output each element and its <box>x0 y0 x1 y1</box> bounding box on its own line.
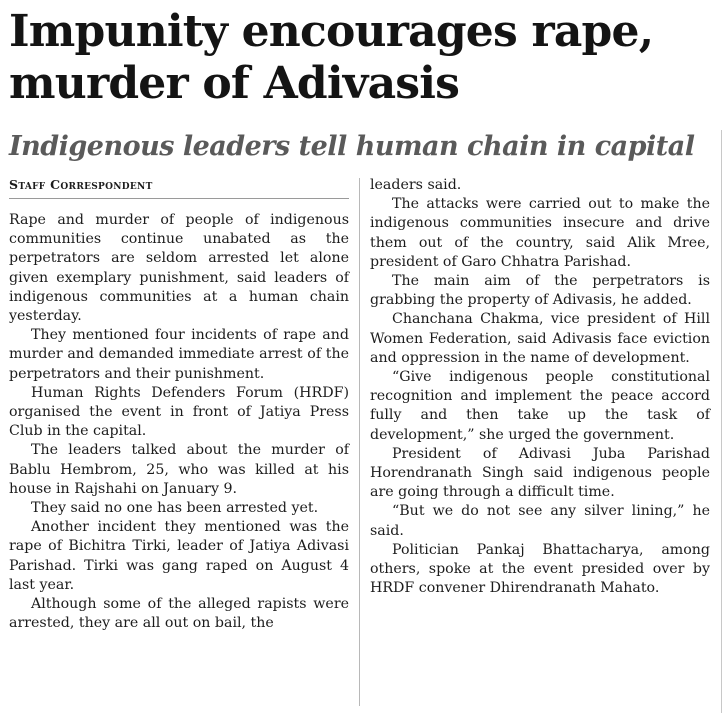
paragraph: Another incident they mentioned was the rape of Bichitra Tirki, leader of Jatiya Adivasi Parishad. Tirki was gang raped on August 4 last year. <box>9 519 349 593</box>
byline: Staff Correspondent <box>9 176 349 199</box>
paragraph: “But we do not see any silver lining,” he said. <box>370 503 710 539</box>
paragraph: They said no one has been arrested yet. <box>31 500 319 517</box>
paragraph-continuation: leaders said. <box>370 177 462 193</box>
paragraph: They mentioned four incidents of rape and murder and demanded immediate arrest of the perpetrators and their punishment. <box>9 327 349 382</box>
paragraph: The leaders talked about the murder of Bablu Hembrom, 25, who was killed at his house in Rajshahi on January 9. <box>9 442 349 497</box>
paragraph: Politician Pankaj Bhattacharya, among others, spoke at the event presided over by HRDF convener Dhirendranath Mahato. <box>370 541 710 597</box>
column-divider <box>359 178 360 706</box>
left-column <box>9 176 349 633</box>
paragraph: Chanchana Chakma, vice president of Hill Women Federation, said Adivasis face eviction and oppression in the name of development. <box>370 311 710 366</box>
paragraph: Although some of the alleged rapists were arrested, they are all out on bail, the <box>9 596 349 632</box>
subheadline: Indigenous leaders tell human chain in capital <box>9 131 695 162</box>
paragraph: “Give indigenous people constitutional recognition and implement the peace accord fully and then take up the task of development,” she urged the government. <box>370 369 710 443</box>
headline: Impunity encourages rape, murder of Adivasis <box>9 6 654 109</box>
paragraph: The main aim of the perpetrators is grabbing the property of Adivasis, he added. <box>370 273 710 309</box>
paragraph: President of Adivasi Juba Parishad Horendranath Singh said indigenous people are going through a difficult time. <box>370 445 710 501</box>
paragraph: The attacks were carried out to make the indigenous communities insecure and drive them out of the country, said Alik Mree, president of Garo Chhatra Parishad. <box>370 196 710 270</box>
right-column <box>370 176 710 598</box>
paragraph: Rape and murder of people of indigenous communities continue unabated as the perpetrators are seldom arrested let alone given exemplary punishment, said leaders of indigenous communities at a human chain yesterday. <box>9 212 349 325</box>
paragraph: Human Rights Defenders Forum (HRDF) organised the event in front of Jatiya Press Club in the capital. <box>9 384 349 440</box>
page-edge-rule <box>721 130 722 713</box>
